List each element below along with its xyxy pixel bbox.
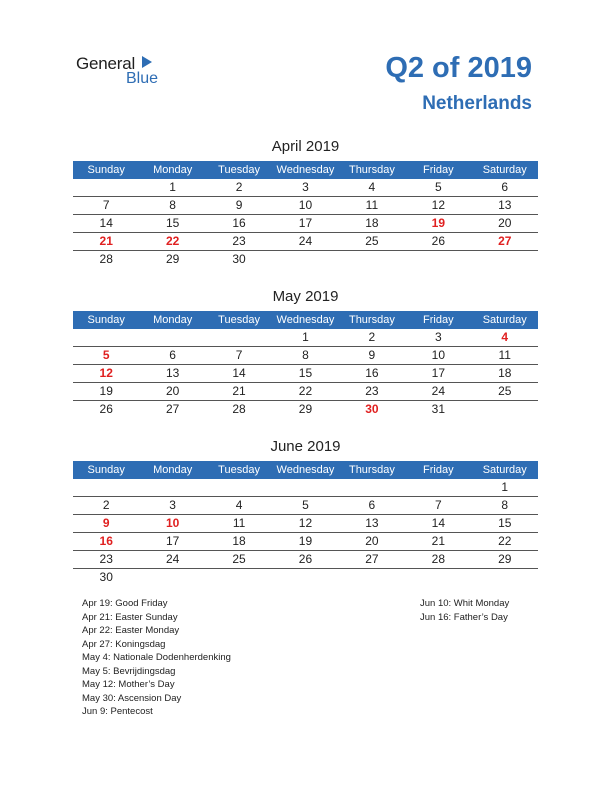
day-cell [272,569,338,586]
day-cell: 25 [365,234,379,248]
day-cell: 26 [99,402,113,416]
weekday-label: Tuesday [218,314,260,326]
day-cell: 2 [235,180,243,194]
day-cell: 6 [169,348,176,362]
day-cell: 3 [302,180,309,194]
month-title: May 2019 [272,288,339,305]
day-cell: 20 [498,216,512,230]
day-cell: 6 [501,180,509,194]
day-cell: 4 [235,498,243,512]
weekday-label: Friday [423,314,454,326]
week-row [73,347,538,365]
day-cell: 15 [165,216,180,230]
day-cell: 10 [431,348,445,362]
holiday-day-cell: 27 [498,234,512,248]
week-row [73,215,538,233]
weekday-label: Saturday [482,314,527,326]
weekday-label: Monday [153,464,193,476]
day-cell: 28 [431,552,445,566]
day-cell: 8 [169,198,176,212]
day-cell: 7 [434,498,442,512]
day-cell: 1 [302,330,309,344]
day-cell: 29 [165,252,180,266]
weekday-label: Thursday [348,464,395,476]
holiday-entry: Apr 19: Good Friday [82,598,168,609]
page-title: Q2 of 2019 [385,52,532,84]
holiday-day-cell: 19 [431,216,445,230]
holiday-day-cell: 10 [165,516,180,530]
day-cell: 7 [102,198,110,212]
day-cell: 6 [368,498,376,512]
holiday-entry: Jun 16: Father’s Day [420,611,508,623]
day-cell: 14 [431,516,445,530]
day-cell: 11 [232,516,246,530]
day-cell: 13 [165,366,180,380]
day-cell: 12 [431,198,445,212]
weekday-header [73,311,538,329]
day-cell: 27 [365,552,379,566]
day-cell: 13 [498,198,512,212]
day-cell: 16 [232,216,246,230]
day-cell: 14 [232,366,246,380]
weekday-header [73,161,538,179]
day-cell: 9 [368,348,376,362]
day-cell [339,251,405,268]
day-cell: 2 [102,498,110,512]
day-cell: 23 [232,234,246,248]
day-cell: 28 [232,402,246,416]
month-may [73,288,538,418]
day-cell: 17 [431,366,445,380]
weekday-label: Sunday [87,464,125,476]
day-cell: 25 [498,384,512,398]
day-cell [206,479,272,496]
day-cell: 29 [498,552,512,566]
day-cell [405,479,471,496]
weekday-label: Tuesday [218,164,260,176]
week-row [73,365,538,383]
day-cell [405,569,471,586]
holiday-entry: May 4: Nationale Dodenherdenking [82,652,231,663]
day-cell [73,479,139,496]
weekday-label: Tuesday [218,464,260,476]
day-cell: 25 [232,552,246,566]
day-cell: 5 [434,180,442,194]
day-cell: 4 [368,180,376,194]
holiday-entry: Jun 9: Pentecost [82,706,153,717]
holiday-day-cell: 16 [99,534,113,548]
holiday-list-right [420,597,509,624]
holiday-entry: May 5: Bevrijdingsdag [82,665,176,677]
weekday-label: Thursday [348,164,395,176]
day-cell: 3 [434,330,442,344]
holiday-entry: Apr 21: Easter Sunday [82,611,178,623]
day-cell: 14 [99,216,113,230]
week-row [73,197,538,215]
day-cell: 21 [431,534,445,548]
weekday-label: Sunday [87,314,125,326]
holiday-day-cell: 21 [99,234,113,248]
day-cell: 17 [298,216,313,230]
day-cell: 23 [99,552,113,566]
day-cell [272,251,338,268]
day-cell: 31 [431,402,445,416]
day-cell: 10 [298,198,313,212]
day-cell: 26 [431,234,445,248]
day-cell [73,179,139,196]
week-row [73,533,538,551]
day-cell: 15 [298,366,313,380]
weekday-label: Wednesday [276,164,335,176]
day-cell: 5 [302,498,309,512]
day-cell [339,569,405,586]
day-cell: 17 [165,534,180,548]
day-cell: 28 [99,252,113,266]
day-cell: 1 [501,480,509,494]
day-cell: 21 [232,384,246,398]
day-cell: 2 [368,330,376,344]
day-cell: 29 [298,402,313,416]
weekday-label: Friday [423,464,454,476]
holiday-list-left [82,597,231,719]
weekday-label: Saturday [482,464,527,476]
day-cell [472,251,538,268]
week-row [73,251,538,268]
day-cell: 11 [365,198,379,212]
day-cell [139,329,205,346]
logo-general-text: General [76,54,136,73]
day-cell: 18 [498,366,512,380]
holiday-entry: Apr 27: Koningsdag [82,638,166,650]
month-title: June 2019 [270,438,341,455]
day-cell: 30 [99,570,113,584]
logo [76,54,159,87]
week-row [73,515,538,533]
day-cell [206,569,272,586]
holiday-day-cell: 30 [365,402,379,416]
day-cell: 3 [169,498,176,512]
weekday-label: Sunday [87,164,125,176]
day-cell [472,569,538,586]
day-cell: 7 [235,348,243,362]
holiday-entry: May 12: Mother’s Day [82,679,175,690]
day-cell: 24 [431,384,445,398]
day-cell: 1 [169,180,176,194]
day-cell: 12 [298,516,313,530]
weekday-label: Monday [153,314,193,326]
holiday-entry: Apr 22: Easter Monday [82,625,180,636]
week-row [73,383,538,401]
day-cell [73,329,139,346]
holiday-entry: May 30: Ascension Day [82,692,182,704]
day-cell: 24 [298,234,313,248]
day-cell: 9 [235,198,243,212]
week-row [73,179,538,197]
holiday-day-cell: 12 [99,366,113,380]
day-cell: 22 [498,534,512,548]
day-cell [405,251,471,268]
holiday-day-cell: 5 [102,348,110,362]
holiday-day-cell: 22 [165,234,180,248]
day-cell: 8 [302,348,309,362]
week-row [73,233,538,251]
day-cell: 24 [165,552,180,566]
weekday-label: Wednesday [276,314,335,326]
day-cell: 20 [165,384,180,398]
week-row [73,329,538,347]
day-cell: 20 [365,534,379,548]
week-row [73,497,538,515]
weekday-label: Saturday [482,164,527,176]
day-cell: 19 [99,384,113,398]
month-june [73,438,538,586]
weekday-label: Thursday [348,314,395,326]
weekday-label: Friday [423,164,454,176]
day-cell: 27 [165,402,180,416]
weekday-header [73,461,538,479]
day-cell [139,569,205,586]
day-cell [139,479,205,496]
day-cell: 26 [298,552,313,566]
day-cell: 30 [232,252,246,266]
weekday-label: Wednesday [276,464,335,476]
day-cell [206,329,272,346]
day-cell [339,479,405,496]
day-cell: 15 [498,516,512,530]
holiday-day-cell: 4 [501,330,509,344]
logo-flag-icon [142,56,152,68]
logo-blue-text: Blue [126,70,159,87]
weekday-label: Monday [153,164,193,176]
week-row [73,401,538,418]
week-row [73,479,538,497]
holiday-entry: Jun 10: Whit Monday [420,598,510,609]
month-title: April 2019 [271,138,340,155]
day-cell: 18 [365,216,379,230]
day-cell: 19 [298,534,313,548]
day-cell: 13 [365,516,379,530]
holiday-day-cell: 9 [102,516,110,530]
week-row [73,551,538,569]
country-name: Netherlands [422,93,532,114]
day-cell: 8 [501,498,509,512]
month-april [73,138,538,268]
day-cell: 11 [498,348,511,362]
day-cell: 23 [365,384,379,398]
week-row [73,569,538,586]
day-cell [272,479,338,496]
day-cell: 16 [365,366,379,380]
day-cell: 22 [298,384,313,398]
day-cell [472,401,538,418]
day-cell: 18 [232,534,246,548]
